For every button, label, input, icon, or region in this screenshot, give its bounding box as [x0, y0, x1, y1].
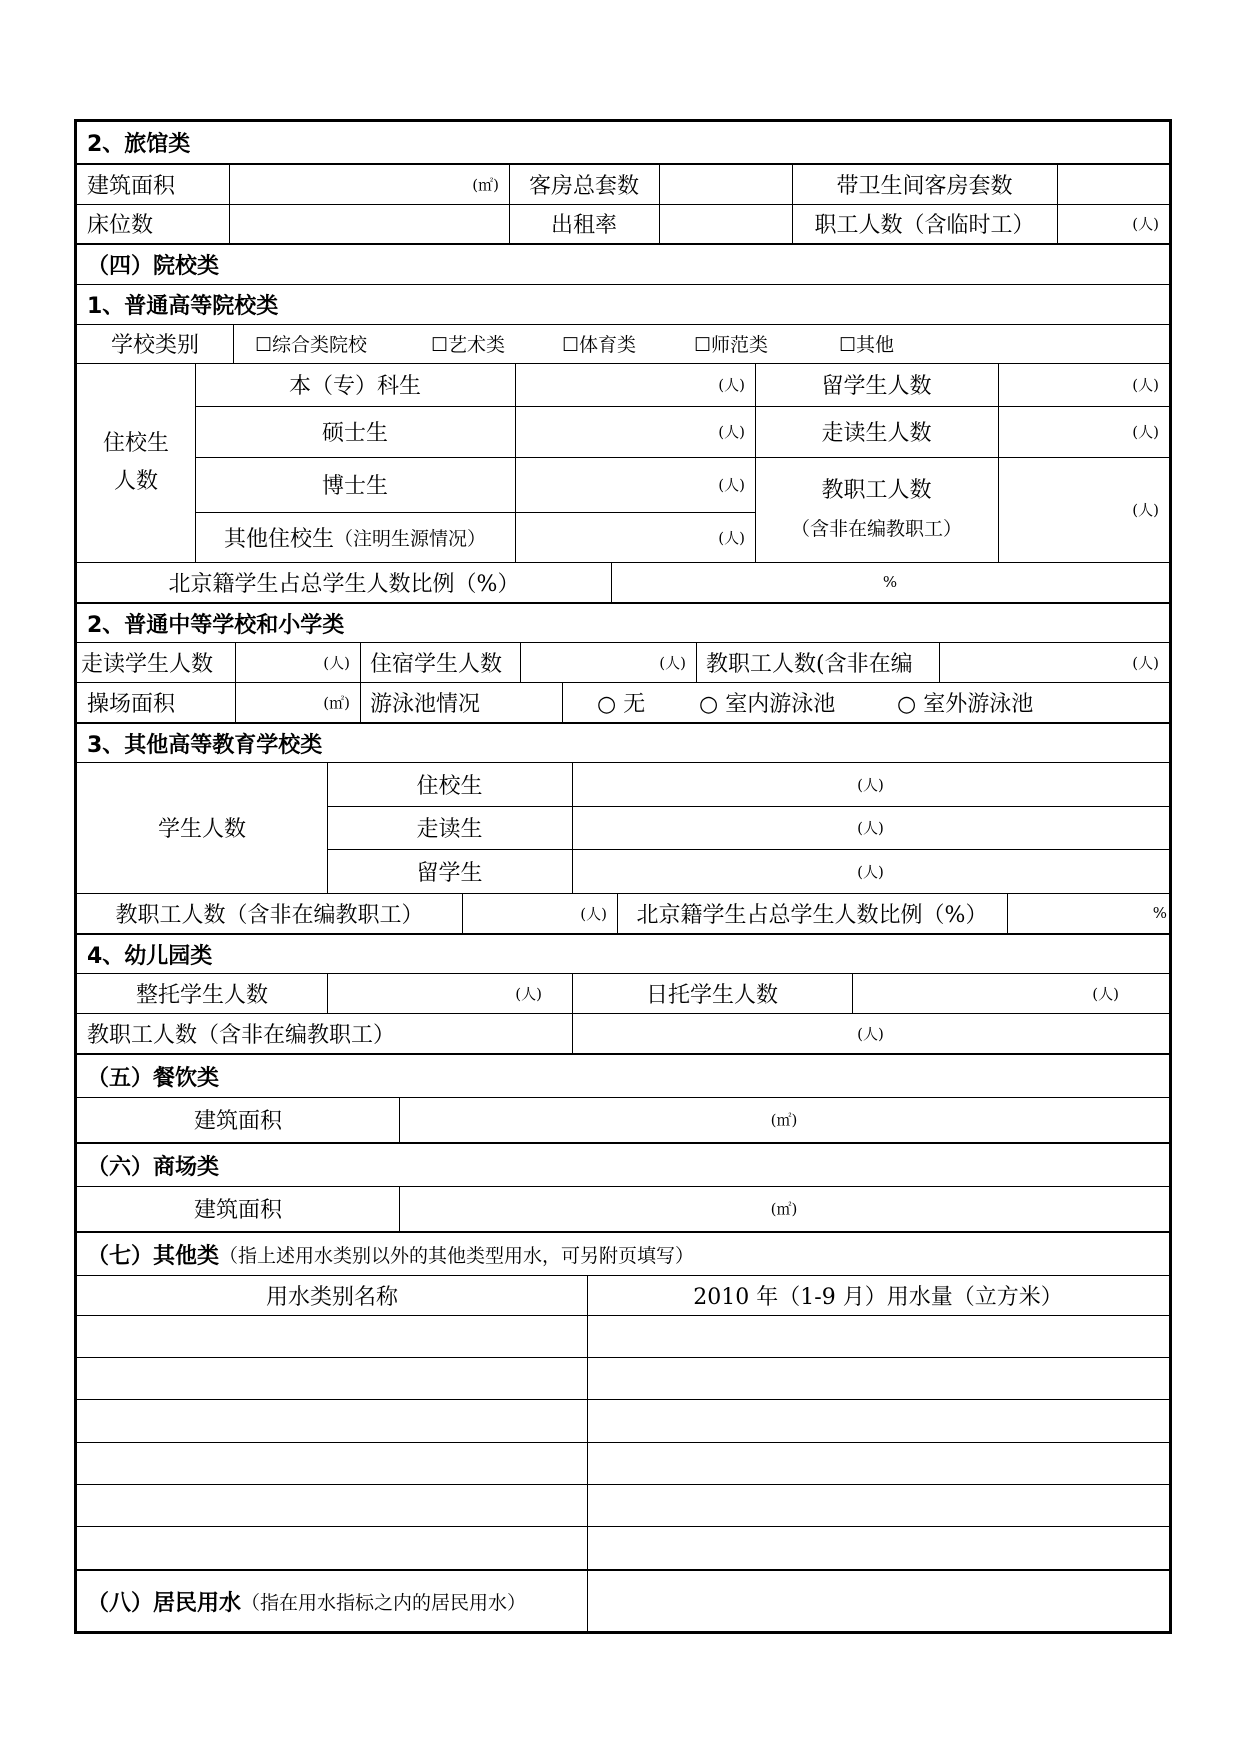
school-type-art[interactable]: ☐艺术类 — [431, 334, 506, 356]
person-unit: (人) — [857, 775, 884, 794]
table-row[interactable] — [77, 1484, 1169, 1526]
other-resident-label — [195, 512, 515, 562]
kindergarten-title: 4、幼儿园类 — [87, 943, 213, 969]
school-type-normal[interactable]: ☐师范类 — [694, 334, 769, 356]
higher-beijing-ratio-label: 北京籍学生占总学生人数比例（%） — [168, 571, 520, 597]
master-input[interactable] — [515, 406, 755, 457]
other-resident-note: （注明生源情况） — [334, 527, 487, 550]
other-beijing-ratio-input[interactable] — [1007, 893, 1169, 933]
person-unit: (人) — [1132, 653, 1159, 672]
catering-area-label: 建筑面积 — [193, 1109, 282, 1134]
person-unit: (人) — [1092, 984, 1119, 1003]
water-volume-column-header: 2010 年（1-9 月）用水量（立方米） — [693, 1284, 1063, 1310]
hotel-staff-label: 职工人数（含临时工） — [814, 213, 1035, 238]
pool-option-outdoor[interactable]: ○ 室外游泳池 — [897, 691, 1034, 717]
mall-area-label: 建筑面积 — [193, 1198, 282, 1223]
other-foreign-students-label: 留学生 — [416, 860, 483, 886]
other-resident-input[interactable] — [515, 512, 755, 562]
person-unit: (人) — [1132, 423, 1159, 441]
school-type-label: 学校类别 — [110, 333, 199, 358]
hotel-section-title: 2、旅馆类 — [87, 132, 191, 157]
day-students-label: 走读生人数 — [821, 421, 932, 446]
higher-staff-input[interactable] — [998, 457, 1169, 562]
table-row[interactable] — [77, 1442, 1169, 1484]
hotel-beds-label: 床位数 — [87, 213, 154, 238]
hotel-rooms-label: 客房总套数 — [528, 174, 639, 199]
kindergarten-staff-input[interactable] — [572, 1013, 1169, 1053]
other-type-title: （七）其他类 — [87, 1243, 220, 1269]
person-unit: (人) — [580, 904, 607, 923]
higher-edu-title: 1、普通高等院校类 — [87, 293, 279, 319]
resident-label-line1: 住校生 — [102, 430, 169, 456]
percent-sign: % — [1152, 904, 1167, 922]
area-unit: (㎡) — [472, 176, 499, 194]
other-resident-students-label: 住校生 — [416, 773, 483, 799]
other-type-header — [77, 1233, 694, 1275]
other-staff-label: 教职工人数（含非在编教职工） — [115, 902, 424, 928]
area-unit: (㎡) — [770, 1111, 798, 1129]
area-unit: (㎡) — [323, 693, 350, 712]
person-unit: (人) — [323, 653, 350, 672]
person-unit: (人) — [1132, 376, 1159, 394]
table-row[interactable] — [77, 1315, 1169, 1357]
hotel-area-label: 建筑面积 — [87, 174, 176, 199]
hotel-section-header — [77, 122, 1169, 165]
school-type-sports[interactable]: ☐体育类 — [562, 334, 637, 356]
playground-label: 操场面积 — [87, 691, 176, 717]
secondary-staff-input[interactable] — [939, 642, 1169, 682]
percent-sign: % — [882, 573, 898, 591]
catering-title: （五）餐饮类 — [87, 1065, 220, 1091]
hotel-occupancy-label: 出租率 — [550, 213, 617, 238]
person-unit: (人) — [515, 984, 542, 1003]
person-unit: (人) — [857, 1024, 884, 1043]
pool-option-indoor[interactable]: ○ 室内游泳池 — [699, 691, 836, 717]
hotel-bath-rooms-label: 带卫生间客房套数 — [836, 174, 1013, 199]
table-row[interactable] — [77, 1526, 1169, 1569]
hotel-beds-input[interactable] — [229, 204, 509, 243]
other-higher-title: 3、其他高等教育学校类 — [87, 732, 323, 758]
residential-note: （指在用水指标之内的居民用水） — [241, 1591, 527, 1614]
day-students-input[interactable] — [998, 406, 1169, 457]
hotel-rooms-input[interactable] — [659, 165, 792, 204]
water-use-form — [74, 119, 1172, 1634]
secondary-boarding-input[interactable] — [520, 642, 696, 682]
residential-title: （八）居民用水 — [87, 1590, 242, 1616]
secondary-staff-label: 教职工人数(含非在编 — [706, 651, 913, 677]
table-row[interactable] — [77, 1357, 1169, 1399]
pool-label: 游泳池情况 — [370, 691, 481, 717]
person-unit: (人) — [1132, 501, 1159, 519]
residential-volume-input[interactable] — [587, 1571, 1169, 1631]
other-day-students-label: 走读生 — [416, 817, 483, 842]
catering-area-input[interactable] — [399, 1097, 1169, 1142]
hotel-area-input[interactable] — [229, 165, 509, 204]
doctor-input[interactable] — [515, 457, 755, 512]
other-resident-text: 其他住校生 — [223, 526, 334, 552]
person-unit: (人) — [1132, 215, 1159, 233]
day-care-label: 日托学生人数 — [645, 982, 778, 1008]
secondary-day-label: 走读学生人数 — [81, 651, 214, 677]
school-type-other[interactable]: ☐其他 — [839, 334, 895, 356]
full-care-input[interactable] — [327, 973, 572, 1013]
person-unit: (人) — [718, 376, 745, 394]
foreign-students-input[interactable] — [998, 363, 1169, 406]
secondary-boarding-label: 住宿学生人数 — [370, 651, 503, 677]
hotel-bath-rooms-input[interactable] — [1057, 165, 1169, 204]
undergrad-input[interactable] — [515, 363, 755, 406]
hotel-occupancy-input[interactable] — [659, 204, 792, 243]
foreign-students-label: 留学生人数 — [821, 374, 932, 399]
person-unit: (人) — [857, 862, 884, 881]
higher-staff-label — [755, 457, 998, 562]
area-unit: (㎡) — [770, 1200, 798, 1218]
person-unit: (人) — [857, 819, 884, 837]
school-type-comprehensive[interactable]: ☐综合类院校 — [255, 334, 368, 356]
hotel-staff-input[interactable] — [1057, 204, 1169, 243]
undergrad-label: 本（专）科生 — [288, 374, 421, 399]
water-category-column-header: 用水类别名称 — [265, 1284, 398, 1310]
other-staff-input[interactable] — [462, 893, 617, 933]
person-unit: (人) — [718, 423, 745, 441]
table-row[interactable] — [77, 1399, 1169, 1442]
higher-staff-line2: （含非在编教职工） — [790, 517, 962, 540]
doctor-label: 博士生 — [321, 474, 388, 499]
mall-area-input[interactable] — [399, 1186, 1169, 1231]
mall-title: （六）商场类 — [87, 1154, 220, 1180]
secondary-day-input[interactable] — [235, 642, 360, 682]
other-type-note: （指上述用水类别以外的其他类型用水，可另附页填写） — [219, 1244, 695, 1267]
person-unit: (人) — [718, 528, 745, 547]
higher-beijing-ratio-input[interactable] — [611, 562, 1169, 602]
pool-option-none[interactable]: ○ 无 — [597, 691, 646, 717]
playground-input[interactable] — [235, 682, 360, 722]
students-count-label: 学生人数 — [157, 817, 246, 842]
full-care-label: 整托学生人数 — [135, 982, 268, 1008]
resident-students-label — [77, 363, 195, 562]
other-day-input[interactable] — [572, 806, 1169, 849]
resident-label-line2: 人数 — [113, 468, 158, 494]
secondary-title: 2、普通中等学校和小学类 — [87, 612, 345, 638]
day-care-input[interactable] — [852, 973, 1169, 1013]
other-foreign-input[interactable] — [572, 849, 1169, 893]
residential-header — [77, 1571, 587, 1631]
person-unit: (人) — [659, 653, 686, 672]
other-resident-input[interactable] — [572, 762, 1169, 806]
person-unit: (人) — [718, 476, 745, 494]
other-beijing-ratio-label: 北京籍学生占总学生人数比例（%） — [636, 902, 988, 928]
schools-section-title: （四）院校类 — [87, 254, 220, 279]
master-label: 硕士生 — [321, 421, 388, 446]
kindergarten-staff-label: 教职工人数（含非在编教职工） — [87, 1022, 396, 1048]
higher-staff-line1: 教职工人数 — [821, 477, 932, 503]
